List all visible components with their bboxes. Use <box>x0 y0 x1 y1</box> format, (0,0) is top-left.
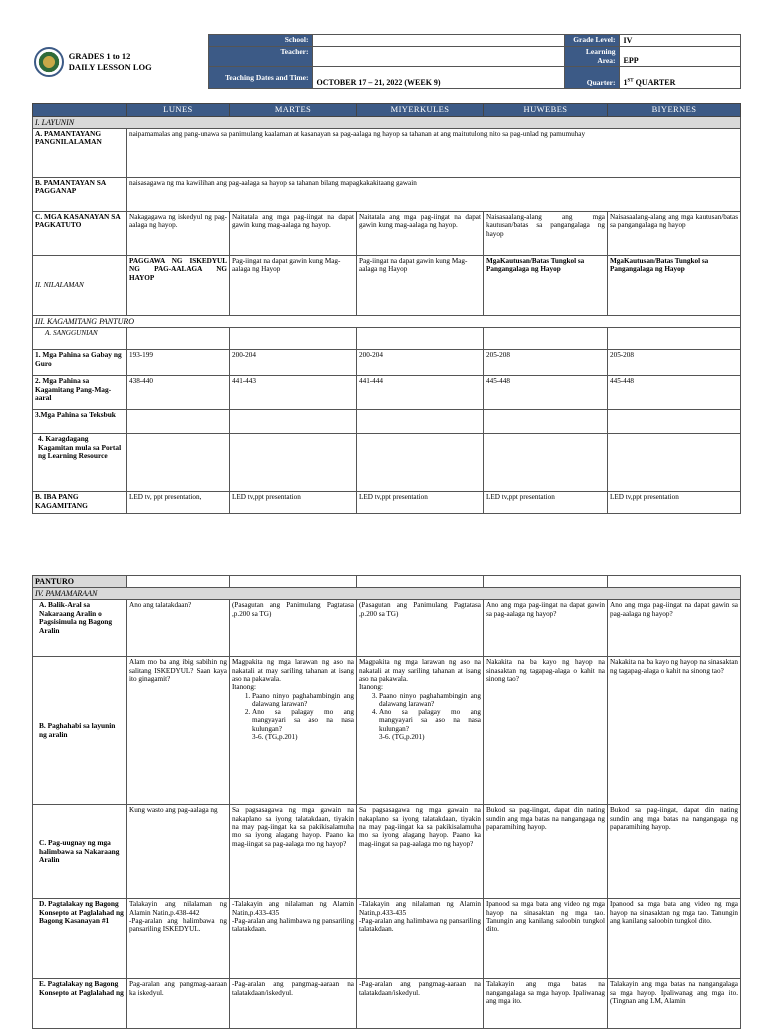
kasanayan-lunes: Nakagagawa ng iskedyul ng pag-aalaga ng hayop. <box>127 211 230 255</box>
question-item: 1. Paano ninyo paghahambingin ang dalawang larawan? <box>252 692 354 709</box>
gabay-guro-miyerkules: 200-204 <box>357 350 484 376</box>
kagamitang-mag-aaral-huwebes: 445-448 <box>484 376 608 410</box>
pag-uugnay-miyerkules: Sa pagsasagawa ng mga gawain na nakaplano sa iyong talatakdaan, tiyakin na may pag-iingat ka sa pakikisalamuha mo sa iyong alagang hayop. Paano ka mag-iingat sa pag-aalaga mo ng hayop? <box>357 805 484 899</box>
panturo-label: PANTURO <box>33 576 127 588</box>
paghahabi-lunes: Alam mo ba ang ibig sabihin ng salitang ISKEDYUL? Saan kaya ito ginagamit? <box>127 657 230 805</box>
school-value <box>312 35 564 47</box>
kagamitang-mag-aaral-lunes: 438-440 <box>127 376 230 410</box>
pagtalakay-1-martes: -Talakayin ang nilalaman ng Alamin Natin,p.433-435 -Pag-aralan ang halimbawa ng pansariling talatakdaan. <box>230 899 357 979</box>
teacher-label: Teacher: <box>208 47 312 67</box>
gabay-guro-huwebes: 205-208 <box>484 350 608 376</box>
pamantayan-sa-pagganap-label: B. PAMANTAYAN SA PAGGANAP <box>33 177 127 211</box>
balik-aral-label: A. Balik-Aral sa Nakaraang Aralin o Pagsisimula ng Bagong Aralin <box>33 600 127 657</box>
day-header-blank <box>33 104 127 117</box>
nilalaman-huwebes: MgaKautusan/Batas Tungkol sa Pangangalaga ng Hayop <box>484 255 608 315</box>
question-item: 2. Ano sa palagay mo ang mangyayari sa aso na nasa kulungan? <box>252 708 354 733</box>
question-item: 4. Ano sa palagay mo ang mangyayari sa aso na nasa kulungan? <box>379 708 481 733</box>
nilalaman-biyernes: MgaKautusan/Batas Tungkol sa Pangangalaga ng Hayop <box>608 255 741 315</box>
paghahabi-miyerkules-itanong: Itanong: <box>359 683 383 692</box>
header-title: GRADES 1 to 12 DAILY LESSON LOG <box>68 51 152 72</box>
pagtalakay-2-lunes: Pag-aralan ang pangmag-aaraan ka iskedyul. <box>127 979 230 1029</box>
paghahabi-biyernes: Nakakita na ba kayo ng hayop na sinasaktan ng tagapag-alaga o kahit na sinong tao? <box>608 657 741 805</box>
pag-uugnay-label: C. Pag-uugnay ng mga halimbawa sa Nakaraang Aralin <box>33 805 127 899</box>
gabay-guro-label: 1. Mga Pahina sa Gabay ng Guro <box>33 350 127 376</box>
teaching-dates-value: OCTOBER 17 – 21, 2022 (WEEK 9) <box>312 67 564 89</box>
iba-pang-kagamitan-huwebes: LED tv,ppt presentation <box>484 492 608 514</box>
pamantayang-pangnilalaman-label: A. PAMANTAYANG PANGNILALAMAN <box>33 128 127 177</box>
learning-area-value: EPP <box>619 47 740 67</box>
pag-uugnay-lunes: Kung wasto ang pag-aalaga ng <box>127 805 230 899</box>
pagtalakay-1-huwebes: Ipanood sa mga bata ang video ng mga hayop na sinasaktan ng mga tao. Tanungin ang kanilang saloobin tungkol dito. <box>484 899 608 979</box>
lesson-log-table-1 <box>32 34 741 89</box>
gabay-guro-martes: 200-204 <box>230 350 357 376</box>
balik-aral-miyerkules: (Pasagutan ang Panimulang Pagtatasa ,p.200 sa TG) <box>357 600 484 657</box>
grade-level-value: IV <box>619 35 740 47</box>
teaching-dates-label: Teaching Dates and Time: <box>208 67 312 89</box>
iba-pang-kagamitan-lunes: LED tv, ppt presentation, <box>127 492 230 514</box>
day-header-lunes: LUNES <box>127 104 230 117</box>
balik-aral-lunes: Ano ang talatakdaan? <box>127 600 230 657</box>
pag-uugnay-martes: Sa pagsasagawa ng mga gawain na nakaplano sa iyong talatakdaan, tiyakin na may pag-iingat ka sa pakikisalamuha mo sa iyong alagang hayop. Paano ka mag-iingat sa pag-aalaga mo ng hayop? <box>230 805 357 899</box>
iba-pang-kagamitan-miyerkules: LED tv,ppt presentation <box>357 492 484 514</box>
pagtalakay-2-miyerkules: -Pag-aralan ang pangmag-aaraan na talatakdaan/iskedyul. <box>357 979 484 1029</box>
pagtalakay-1-lunes: Talakayin ang nilalaman ng Alamin Natin,p.438-442 -Pag-aralan ang halimbawa ng pansariling ISKEDYUL. <box>127 899 230 979</box>
nilalaman-label: II. NILALAMAN <box>33 255 127 315</box>
section-layunin: I. LAYUNIN <box>33 116 741 128</box>
paghahabi-martes-intro: Magpakita ng mga larawan ng aso na nakatali at may sariling tahanan at isang aso na pakawala. <box>232 658 354 683</box>
paghahabi-miyerkules <box>357 657 484 805</box>
kagamitang-mag-aaral-miyerkules: 441-444 <box>357 376 484 410</box>
pagtalakay-2-huwebes: Talakayin ang mga batas na nangangalaga sa mga hayop. Ipaliwanag ang mga ito. <box>484 979 608 1029</box>
section-pamamaraan: IV. PAMAMARAAN <box>33 588 741 600</box>
paghahabi-miyerkules-ref: 3-6. (TG,p.201) <box>379 732 425 741</box>
kasanayan-huwebes: Naisasaalang-alang ang mga kautusan/batas sa pangangalaga ng hayop <box>484 211 608 255</box>
kagamitang-mag-aaral-biyernes: 445-448 <box>608 376 741 410</box>
lesson-log-table-1-body <box>32 103 741 514</box>
gabay-guro-lunes: 193-199 <box>127 350 230 376</box>
pagtalakay-2-label: E. Pagtalakay ng Bagong Konsepto at Paglalahad ng <box>33 979 127 1029</box>
nilalaman-lunes: PAGGAWA NG ISKEDYUL NG PAG-AALAGA NG HAYOP <box>127 255 230 315</box>
paghahabi-miyerkules-intro: Magpakita ng mga larawan ng aso na nakatali at may sariling tahanan at isang aso na pakawala. <box>359 658 481 683</box>
paghahabi-miyerkules-questions <box>359 692 481 733</box>
deped-seal-logo <box>34 47 64 77</box>
section-kagamitang-panturo: III. KAGAMITANG PANTURO <box>33 315 741 327</box>
kagamitang-mag-aaral-label: 2. Mga Pahina sa Kagamitang Pang-Mag-aaral <box>33 376 127 410</box>
nilalaman-miyerkules: Pag-iingat na dapat gawin kung Mag-aalaga ng Hayop <box>357 255 484 315</box>
paghahabi-label: B. Paghahabi sa layunin ng aralin <box>33 657 127 805</box>
pagtalakay-1-miyerkules: -Talakayin ang nilalaman ng Alamin Natin,p.433-435 -Pag-aralan ang halimbawa ng pansariling talatakdaan. <box>357 899 484 979</box>
balik-aral-biyernes: Ano ang mga pag-iingat na dapat gawin sa pag-aalaga ng hayop? <box>608 600 741 657</box>
paghahabi-martes <box>230 657 357 805</box>
pagtalakay-2-martes: -Pag-aralan ang pangmag-aaraan na talatakdaan/iskedyul. <box>230 979 357 1029</box>
pamantayan-sa-pagganap-text: naisasagawa ng ma kawilihan ang pag-aalaga sa hayop sa tahanan bilang mapagkakakitaang gawain <box>127 177 741 211</box>
kagamitang-mag-aaral-martes: 441-443 <box>230 376 357 410</box>
sanggunian-label: A. SANGGUNIAN <box>33 328 127 350</box>
quarter-label: Quarter: <box>564 67 619 89</box>
iba-pang-kagamitan-biyernes: LED tv,ppt presentation <box>608 492 741 514</box>
learning-area-label: Learning Area: <box>564 47 619 67</box>
day-header-huwebes: HUWEBES <box>484 104 608 117</box>
pagtalakay-1-biyernes: Ipanood sa mga bata ang video ng mga hayop na sinasaktan ng mga tao. Tanungin ang kanilang saloobin tungkol dito. <box>608 899 741 979</box>
day-header-miyerkules: MIYERKULES <box>357 104 484 117</box>
teacher-value <box>312 47 564 67</box>
paghahabi-huwebes: Nakakita na ba kayo ng hayop na sinasaktan ng tagapag-alaga o kahit na sinong tao? <box>484 657 608 805</box>
grade-level-label: Grade Level: <box>564 35 619 47</box>
header-logo-block <box>32 35 208 89</box>
iba-pang-kagamitan-label: B. IBA PANG KAGAMITANG <box>33 492 127 514</box>
balik-aral-huwebes: Ano ang mga pag-iingat na dapat gawin sa pag-aalaga ng hayop? <box>484 600 608 657</box>
quarter-value: 1ST QUARTER <box>619 67 740 89</box>
teksbuk-label: 3.Mga Pahina sa Teksbuk <box>33 410 127 434</box>
nilalaman-martes: Pag-iingat na dapat gawin kung Mag-aalaga ng Hayop <box>230 255 357 315</box>
pag-uugnay-biyernes: Bukod sa pag-iingat, dapat din nating sundin ang mga batas na nangangaga ng paparamihing hayop. <box>608 805 741 899</box>
paghahabi-martes-ref: 3-6. (TG,p.201) <box>252 732 298 741</box>
pamantayang-pangnilalaman-text: naipamamalas ang pang-unawa sa panimulang kaalaman at kasanayan sa pag-aalaga ng hayop sa tahanan at ang maitutulong nito sa pag-unlad ng pamumuhay <box>127 128 741 177</box>
lesson-log-table-2 <box>32 575 741 1029</box>
school-label: School: <box>208 35 312 47</box>
pagtalakay-2-biyernes: Talakayin ang mga batas na nangangalaga sa mga hayop. Ipaliwanag ang mga ito. (Tingnan ang LM, Alamin <box>608 979 741 1029</box>
paghahabi-martes-itanong: Itanong: <box>232 683 256 692</box>
iba-pang-kagamitan-martes: LED tv,ppt presentation <box>230 492 357 514</box>
kasanayan-martes: Naitatala ang mga pag-iingat na dapat gawin kung mag-aalaga ng hayop. <box>230 211 357 255</box>
kasanayan-biyernes: Naisasaalang-alang ang mga kautusan/batas sa pangangalaga ng hayop <box>608 211 741 255</box>
karagdagang-kagamitan-label: 4. Karagdagang Kagamitan mula sa Portal ng Learning Resource <box>33 434 127 492</box>
kasanayan-miyerkules: Naitatala ang mga pag-iingat na dapat gawin kung mag-aalaga ng hayop. <box>357 211 484 255</box>
day-header-row <box>33 104 741 117</box>
kasanayan-sa-pagkatuto-label: C. MGA KASANAYAN SA PAGKATUTO <box>33 211 127 255</box>
gabay-guro-biyernes: 205-208 <box>608 350 741 376</box>
question-item: 3. Paano ninyo paghahambingin ang dalawang larawan? <box>379 692 481 709</box>
day-header-biyernes: BIYERNES <box>608 104 741 117</box>
paghahabi-martes-questions <box>232 692 354 733</box>
pag-uugnay-huwebes: Bukod sa pag-iingat, dapat din nating sundin ang mga batas na nangangaga ng paparamihing hayop. <box>484 805 608 899</box>
balik-aral-martes: (Pasagutan ang Panimulang Pagtatasa ,p.200 sa TG) <box>230 600 357 657</box>
pagtalakay-1-label: D. Pagtalakay ng Bagong Konsepto at Paglalahad ng Bagong Kasanayan #1 <box>33 899 127 979</box>
day-header-martes: MARTES <box>230 104 357 117</box>
